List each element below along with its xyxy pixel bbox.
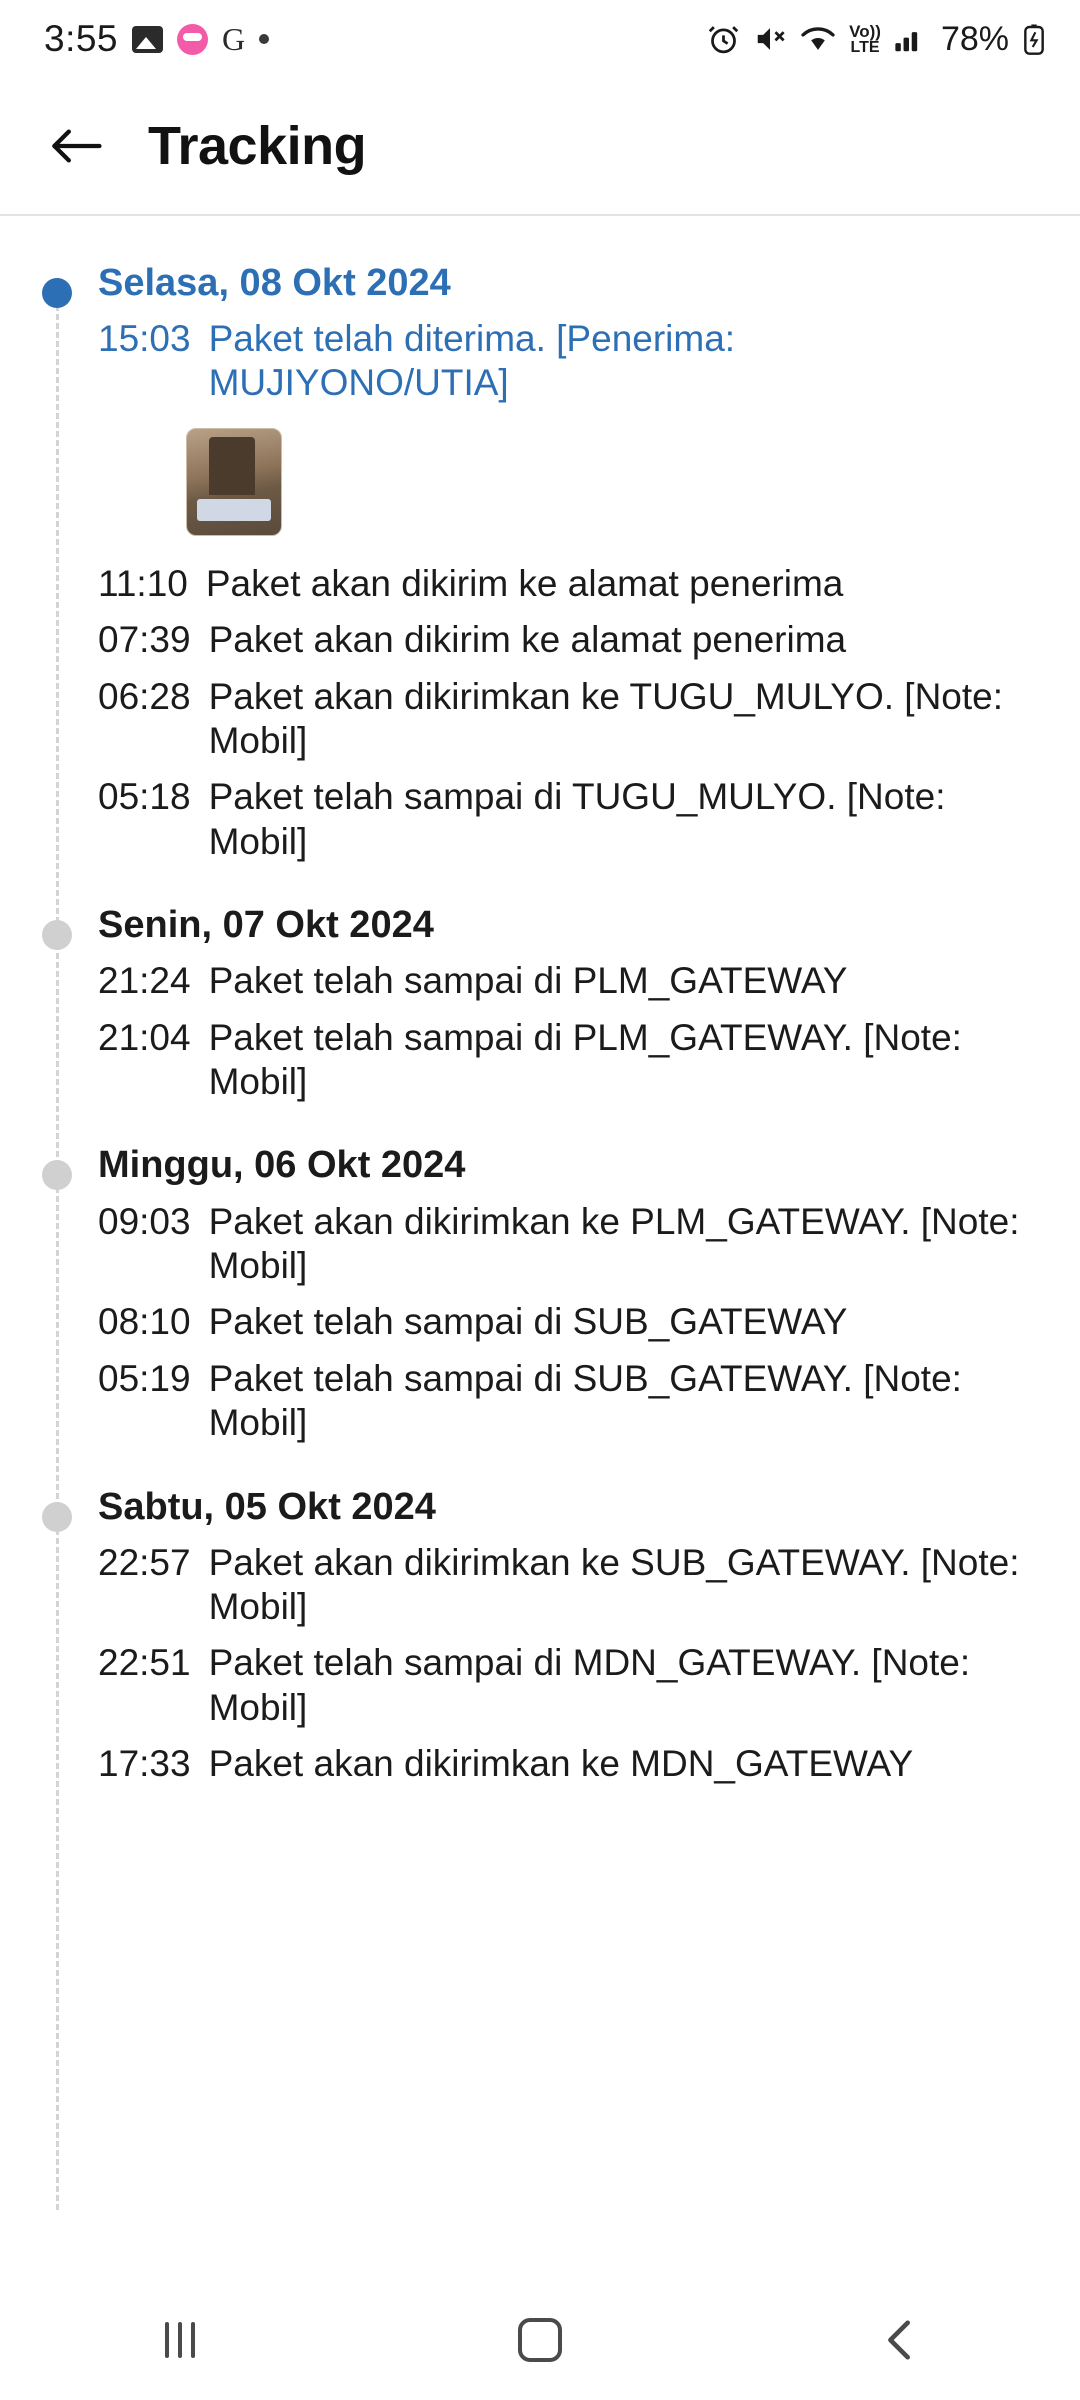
- home-button[interactable]: [480, 2295, 600, 2385]
- event-time: 21:24: [98, 960, 191, 1002]
- timeline-event[interactable]: [98, 675, 1040, 764]
- timeline-event[interactable]: [98, 1300, 1040, 1344]
- tracking-timeline[interactable]: [0, 216, 1080, 2246]
- page-title: Tracking: [148, 116, 367, 176]
- timeline-event[interactable]: [98, 1016, 1040, 1105]
- timeline-bullet: [42, 920, 72, 950]
- timeline-group-date: Selasa, 08 Okt 2024: [98, 262, 451, 304]
- system-back-button[interactable]: [840, 2295, 960, 2385]
- recents-button[interactable]: [120, 2295, 240, 2385]
- event-description: Paket telah diterima. [Penerima: MUJIYONO/UTIA]: [208, 318, 736, 404]
- event-description: Paket telah sampai di PLM_GATEWAY: [208, 960, 848, 1002]
- timeline-bullet: [42, 1160, 72, 1190]
- event-description: Paket akan dikirimkan ke PLM_GATEWAY. [Note: Mobil]: [208, 1200, 1020, 1286]
- event-description: Paket akan dikirimkan ke TUGU_MULYO. [Note: Mobil]: [208, 675, 1004, 762]
- photo-icon: [132, 26, 163, 53]
- timeline-event[interactable]: [98, 562, 1040, 606]
- event-time: 08:10: [98, 1301, 191, 1343]
- event-description: Paket akan dikirim ke alamat penerima: [208, 619, 847, 661]
- timeline-group: [0, 898, 1080, 1104]
- recents-icon: [165, 2322, 195, 2358]
- app-bar: [0, 78, 1080, 214]
- status-bar: [0, 0, 1080, 78]
- arrow-left-icon: [49, 124, 103, 168]
- timeline-group: [0, 1138, 1080, 1445]
- delivery-photo-thumbnail[interactable]: [186, 428, 1040, 536]
- event-description: Paket telah sampai di PLM_GATEWAY. [Note: Mobil]: [208, 1016, 962, 1103]
- volte-bottom-label: LTE: [850, 38, 880, 56]
- back-button[interactable]: [46, 116, 106, 176]
- system-nav-bar: [0, 2280, 1080, 2400]
- pink-app-icon: [177, 24, 208, 55]
- timeline-group: [0, 1480, 1080, 1787]
- timeline-event[interactable]: [98, 618, 1040, 662]
- battery-icon: [1022, 23, 1046, 55]
- event-description: Paket akan dikirimkan ke SUB_GATEWAY. [Note: Mobil]: [208, 1541, 1020, 1628]
- event-time: 17:33: [98, 1743, 191, 1785]
- signal-icon: [894, 25, 924, 53]
- timeline-group-date: Sabtu, 05 Okt 2024: [98, 1485, 436, 1528]
- event-time: 22:57: [98, 1541, 191, 1583]
- event-description: Paket telah sampai di SUB_GATEWAY. [Note: Mobil]: [208, 1357, 962, 1444]
- dot-icon: [259, 34, 269, 44]
- event-description: Paket akan dikirim ke alamat penerima: [205, 562, 844, 604]
- event-time: 07:39: [98, 619, 191, 661]
- back-chevron-icon: [880, 2317, 920, 2363]
- event-time: 21:04: [98, 1016, 191, 1058]
- timeline-event[interactable]: [98, 1742, 1040, 1786]
- event-description: Paket telah sampai di SUB_GATEWAY: [208, 1301, 848, 1343]
- photo-thumbnail-image[interactable]: [186, 428, 282, 536]
- status-bar-left: [44, 18, 269, 60]
- timeline-bullet: [42, 1502, 72, 1532]
- timeline-group-date: Senin, 07 Okt 2024: [98, 904, 434, 947]
- timeline-event[interactable]: [98, 1541, 1040, 1630]
- volte-icon: [849, 23, 881, 56]
- home-icon: [518, 2318, 562, 2362]
- timeline-event[interactable]: [98, 317, 1040, 406]
- google-icon: G: [222, 20, 246, 57]
- volte-top-label: Vo)): [849, 21, 881, 41]
- timeline-event[interactable]: [98, 775, 1040, 864]
- event-time: 05:18: [98, 776, 191, 818]
- timeline-event[interactable]: [98, 1641, 1040, 1730]
- timeline-event[interactable]: [98, 1200, 1040, 1289]
- timeline-bullet: [42, 278, 72, 308]
- photo-plate-detail: [207, 504, 259, 517]
- event-time: 11:10: [98, 562, 188, 604]
- battery-percent-label: 78%: [940, 19, 1009, 58]
- wifi-icon: [800, 24, 836, 54]
- status-clock: 3:55: [44, 18, 119, 59]
- mute-icon: [753, 24, 787, 54]
- timeline-event[interactable]: [98, 1357, 1040, 1446]
- timeline-group: [0, 256, 1080, 864]
- alarm-icon: [707, 23, 740, 56]
- event-time: 06:28: [98, 675, 191, 717]
- event-description: Paket telah sampai di TUGU_MULYO. [Note: Mobil]: [208, 776, 946, 862]
- timeline-group-date: Minggu, 06 Okt 2024: [98, 1144, 466, 1187]
- status-bar-right: [707, 20, 1046, 59]
- event-description: Paket akan dikirimkan ke MDN_GATEWAY: [208, 1743, 914, 1785]
- event-description: Paket telah sampai di MDN_GATEWAY. [Note: Mobil]: [208, 1642, 971, 1728]
- timeline-event[interactable]: [98, 959, 1040, 1003]
- event-time: 15:03: [98, 318, 191, 360]
- event-time: 05:19: [98, 1357, 191, 1399]
- event-time: 22:51: [98, 1642, 191, 1684]
- event-time: 09:03: [98, 1200, 191, 1242]
